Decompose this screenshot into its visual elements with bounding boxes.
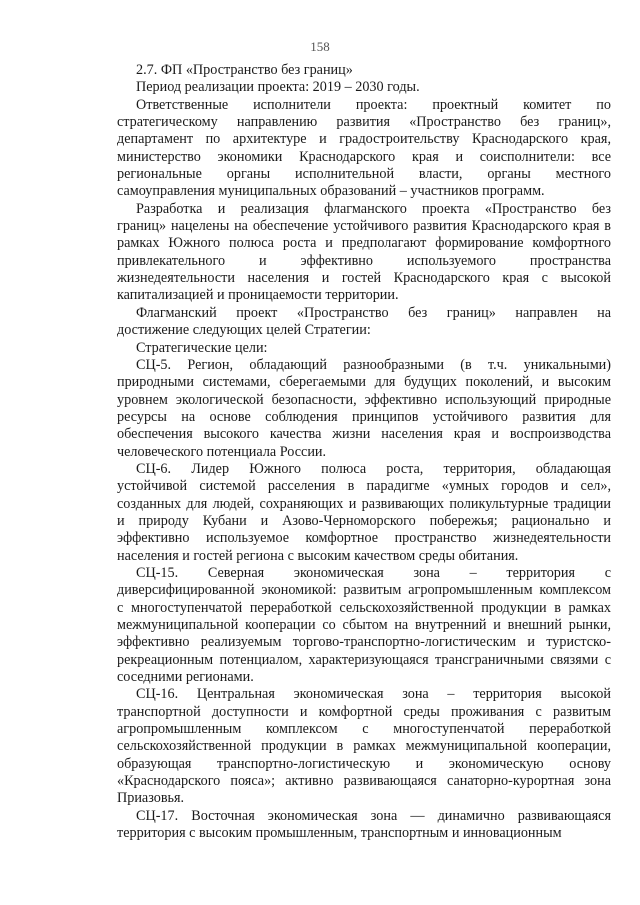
document-body [117, 62, 611, 842]
text-line: межмуниципальной кооперации со сбытом на внутренний и внешний рынки, [117, 617, 611, 633]
text-line: привлекательного и эффективно используемого пространства [117, 252, 611, 269]
text-line: «Краснодарского пояса»; активно развивающаяся санаторно-курортная зона [117, 773, 611, 790]
text-line: транспортной доступности и комфортной среды проживания с развитым [117, 703, 611, 720]
paragraph [117, 461, 611, 565]
text-line: эффективно используемое комфортное пространство жизнедеятельности [117, 530, 611, 547]
text-line: образующая транспортно-логистическую и экономическую основу [117, 755, 611, 772]
text-line: Разработка и реализация флагманского проекта «Пространство без [136, 200, 611, 217]
text-line: и природу Кубани и Азово-Черноморского побережья; рационально и [117, 512, 611, 529]
paragraph [117, 79, 611, 96]
paragraph [117, 97, 611, 201]
text-line: человеческого потенциала России. [117, 443, 327, 460]
page-number: 158 [310, 39, 330, 54]
text-line: СЦ-16. Центральная экономическая зона – территория высокой [136, 686, 611, 703]
text-line: самоуправления муниципальных образований – участников программ. [117, 183, 545, 200]
text-line: достижение следующих целей Стратегии: [117, 322, 371, 339]
paragraph [117, 686, 611, 807]
text-line: сельскохозяйственной продукции в рамках межмуниципальной кооперации, [117, 738, 611, 755]
text-line: Ответственные исполнители проекта: проектный комитет по [136, 96, 611, 113]
text-line: региональные органы исполнительной власти, органы местного [117, 166, 611, 183]
text-line: капитализацией и проницаемости территории. [117, 287, 399, 304]
text-line: устойчивой системой расселения в парадигме «умных городов и сел», [117, 478, 611, 495]
text-line: департамент по архитектуре и градостроительству Краснодарского края, [117, 131, 611, 148]
text-line: созданных для людей, сохраняющих и развивающих поликультурные традиции [117, 495, 611, 512]
text-line: Приазовья. [117, 790, 185, 807]
paragraph [117, 357, 611, 461]
text-line: с многоступенчатой переработкой сельскохозяйственной продукции в рамках [117, 599, 611, 616]
text-line: агропромышленным комплексом с многоступенчатой переработкой [117, 721, 611, 738]
paragraph [117, 565, 611, 686]
text-line: жизнедеятельности населения и гостей Краснодарского края с высокой [117, 270, 611, 287]
text-line: рекреационным потенциалом, характеризующаяся трансграничными связями с [117, 651, 611, 668]
text-line: 2.7. ФП «Пространство без границ» [136, 62, 353, 78]
text-line: соседними регионами. [117, 669, 254, 686]
text-line: территория с высоким промышленным, транспортным и инновационным [117, 825, 562, 842]
text-line: Период реализации проекта: 2019 – 2030 годы. [136, 79, 420, 96]
paragraph [117, 201, 611, 305]
text-line: обеспечения высокого качества жизни населения края и воспроизводства [117, 426, 611, 443]
text-line: уровнем экологической безопасности, эффективно использующий природные [117, 391, 611, 408]
text-line: границ» нацелены на обеспечение устойчивого развития Краснодарского края в [117, 218, 611, 235]
paragraph [117, 808, 611, 843]
text-line: населения и гостей региона с высоким качеством среды обитания. [117, 547, 519, 564]
text-line: эффективно реализуемым торгово-транспортно-логистическим и туристско- [117, 634, 611, 651]
paragraph [117, 340, 611, 357]
text-line: Флагманский проект «Пространство без границ» направлен на [136, 304, 611, 321]
text-line: рамках Южного полюса роста и предполагают формирование комфортного [117, 235, 611, 252]
text-line: СЦ-17. Восточная экономическая зона — динамично развивающаяся [136, 807, 611, 824]
text-line: министерство экономики Краснодарского края и соисполнители: все [117, 148, 611, 165]
text-line: диверсифицированной экономикой: развитым агропромышленным комплексом [117, 582, 611, 599]
paragraph [117, 305, 611, 340]
text-line: СЦ-15. Северная экономическая зона – территория с [136, 564, 611, 581]
paragraph [117, 62, 611, 79]
text-line: Стратегические цели: [136, 339, 268, 356]
text-line: СЦ-6. Лидер Южного полюса роста, территория, обладающая [136, 460, 611, 477]
text-line: СЦ-5. Регион, обладающий разнообразными (в т.ч. уникальными) [136, 356, 611, 373]
text-line: ресурсы на основе соблюдения принципов устойчивого развития для [117, 408, 611, 425]
text-line: природными системами, сберегаемыми для будущих поколений, и высоким [117, 374, 611, 391]
text-line: стратегическому направлению развития «Пространство без границ», [117, 114, 611, 131]
